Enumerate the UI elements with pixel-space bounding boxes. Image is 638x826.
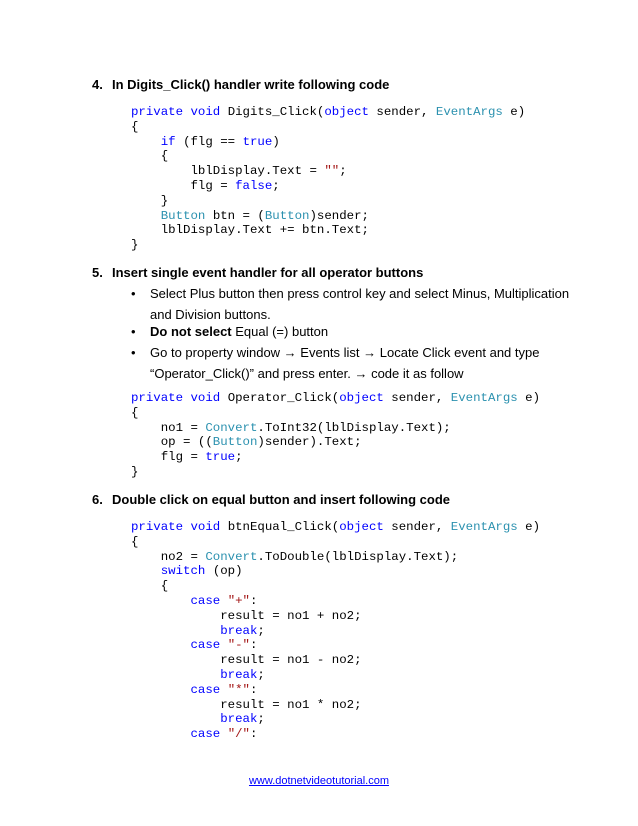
code-line xyxy=(131,149,525,164)
section-4-title: In Digits_Click() handler write following code xyxy=(112,77,390,92)
code-token: void xyxy=(190,105,228,119)
code-line xyxy=(131,120,525,135)
code-token: ; xyxy=(235,450,243,465)
code-line xyxy=(131,653,540,668)
code-token: ; xyxy=(339,164,347,179)
code-token: Button xyxy=(264,208,310,223)
code-token xyxy=(131,727,191,741)
code-token: .ToInt32(lblDisplay.Text); xyxy=(257,420,451,435)
code-token: e) xyxy=(525,391,541,405)
code-token: Digits_Click( xyxy=(227,105,325,119)
code-token: result = no1 * no2; xyxy=(131,697,362,712)
section-4-heading xyxy=(92,77,389,93)
code-line xyxy=(131,164,525,179)
code-token: : xyxy=(250,682,258,697)
bullet-icon: • xyxy=(131,324,136,339)
code-block-digits-click xyxy=(131,105,525,253)
code-token: result = no1 - no2; xyxy=(131,653,362,668)
code-token: switch xyxy=(160,564,213,579)
code-token: case xyxy=(190,727,228,742)
code-token: break xyxy=(220,667,258,682)
code-token: EventArgs xyxy=(450,391,526,405)
bullet-bold-text: Do not select xyxy=(150,324,232,339)
code-line xyxy=(131,668,540,683)
code-token: Button xyxy=(212,435,258,450)
code-token: : xyxy=(250,593,258,608)
code-token: "*" xyxy=(227,682,250,697)
code-token: object xyxy=(339,391,392,405)
code-token: break xyxy=(220,712,258,727)
code-token: Convert xyxy=(205,420,258,435)
code-token: { xyxy=(131,579,169,594)
code-line xyxy=(131,209,525,224)
code-line xyxy=(131,609,540,624)
bullet-text: Select Plus button then press control key and select Minus, Multiplication and Division buttons. xyxy=(150,286,570,322)
code-token: } xyxy=(131,464,139,479)
code-line xyxy=(131,105,525,120)
code-line xyxy=(131,698,540,713)
code-token: op = (( xyxy=(131,435,213,450)
code-line xyxy=(131,194,525,209)
bullet-text: Equal (=) button xyxy=(231,324,329,339)
code-token: "/" xyxy=(227,727,250,742)
code-token: } xyxy=(131,193,169,208)
code-token: false xyxy=(235,178,273,193)
code-line xyxy=(131,638,540,653)
code-token: btn = ( xyxy=(212,208,265,223)
code-token xyxy=(131,712,220,726)
code-token: ; xyxy=(272,178,280,193)
code-token: case xyxy=(190,682,228,697)
bullet-item xyxy=(131,321,571,342)
code-line xyxy=(131,520,540,535)
code-token: case xyxy=(190,638,228,653)
code-token xyxy=(131,624,220,638)
code-token: Convert xyxy=(205,549,258,564)
code-token: Operator_Click( xyxy=(227,391,340,405)
code-token: { xyxy=(131,534,139,549)
code-token: EventArgs xyxy=(435,105,511,119)
code-token: void xyxy=(190,391,228,405)
code-token: no1 = xyxy=(131,420,206,435)
code-token: (op) xyxy=(212,564,243,579)
code-line xyxy=(131,727,540,742)
bullet-icon: • xyxy=(131,286,136,301)
code-token: : xyxy=(250,727,258,742)
code-token: } xyxy=(131,238,139,253)
code-token: .ToDouble(lblDisplay.Text); xyxy=(257,549,459,564)
code-line xyxy=(131,624,540,639)
code-token: sender, xyxy=(376,105,436,119)
bullet-item xyxy=(131,283,571,325)
bullet-text: Go to property window → Events list → Locate Click event and type “Operator_Click()” and press enter. → code it as follow xyxy=(150,345,540,381)
section-5-title: Insert single event handler for all operator buttons xyxy=(112,265,424,280)
code-token xyxy=(131,638,191,652)
code-token: )sender).Text; xyxy=(257,435,362,450)
code-token: { xyxy=(131,405,139,420)
code-token: if xyxy=(160,134,184,149)
code-token: (flg == xyxy=(183,134,243,149)
footer-link[interactable]: www.dotnetvideotutorial.com xyxy=(248,775,389,787)
code-token xyxy=(131,564,161,578)
code-token: ; xyxy=(257,712,265,727)
code-line xyxy=(131,238,525,253)
code-token: ) xyxy=(272,134,280,149)
code-token: true xyxy=(205,450,236,465)
code-token: { xyxy=(131,149,169,164)
code-token: "" xyxy=(324,164,340,179)
bullet-item xyxy=(131,342,571,384)
code-token: no2 = xyxy=(131,549,206,564)
code-token: object xyxy=(324,105,377,119)
code-line xyxy=(131,391,540,406)
code-token: break xyxy=(220,623,258,638)
code-token: object xyxy=(339,520,392,534)
section-6-heading xyxy=(92,492,450,508)
code-token: )sender; xyxy=(309,208,369,223)
code-line xyxy=(131,550,540,565)
code-token xyxy=(131,209,161,223)
code-token: flg = xyxy=(131,450,206,465)
code-line xyxy=(131,179,525,194)
code-token xyxy=(131,683,191,697)
code-token: private xyxy=(131,391,191,405)
section-4-number: 4. xyxy=(92,77,103,92)
code-token: result = no1 + no2; xyxy=(131,608,362,623)
code-line xyxy=(131,135,525,150)
code-token: lblDisplay.Text += btn.Text; xyxy=(131,223,369,238)
code-token xyxy=(131,668,220,682)
code-line xyxy=(131,406,540,421)
code-token: void xyxy=(190,520,228,534)
code-line xyxy=(131,535,540,550)
code-token xyxy=(131,594,191,608)
code-line xyxy=(131,594,540,609)
code-token: sender, xyxy=(391,520,451,534)
code-token: ; xyxy=(257,667,265,682)
code-token: sender, xyxy=(391,391,451,405)
code-token: case xyxy=(190,593,228,608)
code-token: e) xyxy=(510,105,526,119)
code-line xyxy=(131,465,540,480)
code-token: private xyxy=(131,520,191,534)
code-token: btnEqual_Click( xyxy=(227,520,340,534)
code-line xyxy=(131,579,540,594)
code-token: Button xyxy=(160,208,213,223)
code-token: "+" xyxy=(227,593,250,608)
code-token: EventArgs xyxy=(450,520,526,534)
code-line xyxy=(131,564,540,579)
code-line xyxy=(131,223,525,238)
code-token: ; xyxy=(257,623,265,638)
code-token: flg = xyxy=(131,178,236,193)
section-5-heading xyxy=(92,265,423,281)
code-token xyxy=(131,135,161,149)
code-line xyxy=(131,683,540,698)
code-token: private xyxy=(131,105,191,119)
code-line xyxy=(131,450,540,465)
code-token: lblDisplay.Text = xyxy=(131,164,325,179)
code-line xyxy=(131,421,540,436)
code-block-operator-click xyxy=(131,391,540,480)
code-token: "-" xyxy=(227,638,250,653)
code-line xyxy=(131,435,540,450)
code-token: true xyxy=(242,134,273,149)
code-block-btnequal-click xyxy=(131,520,540,742)
code-token: : xyxy=(250,638,258,653)
code-line xyxy=(131,712,540,727)
section-5-number: 5. xyxy=(92,265,103,280)
code-token: e) xyxy=(525,520,541,534)
section-6-number: 6. xyxy=(92,492,103,507)
bullet-icon: • xyxy=(131,345,136,360)
page-footer xyxy=(0,775,638,787)
code-token: { xyxy=(131,119,139,134)
section-6-title: Double click on equal button and insert following code xyxy=(112,492,451,507)
